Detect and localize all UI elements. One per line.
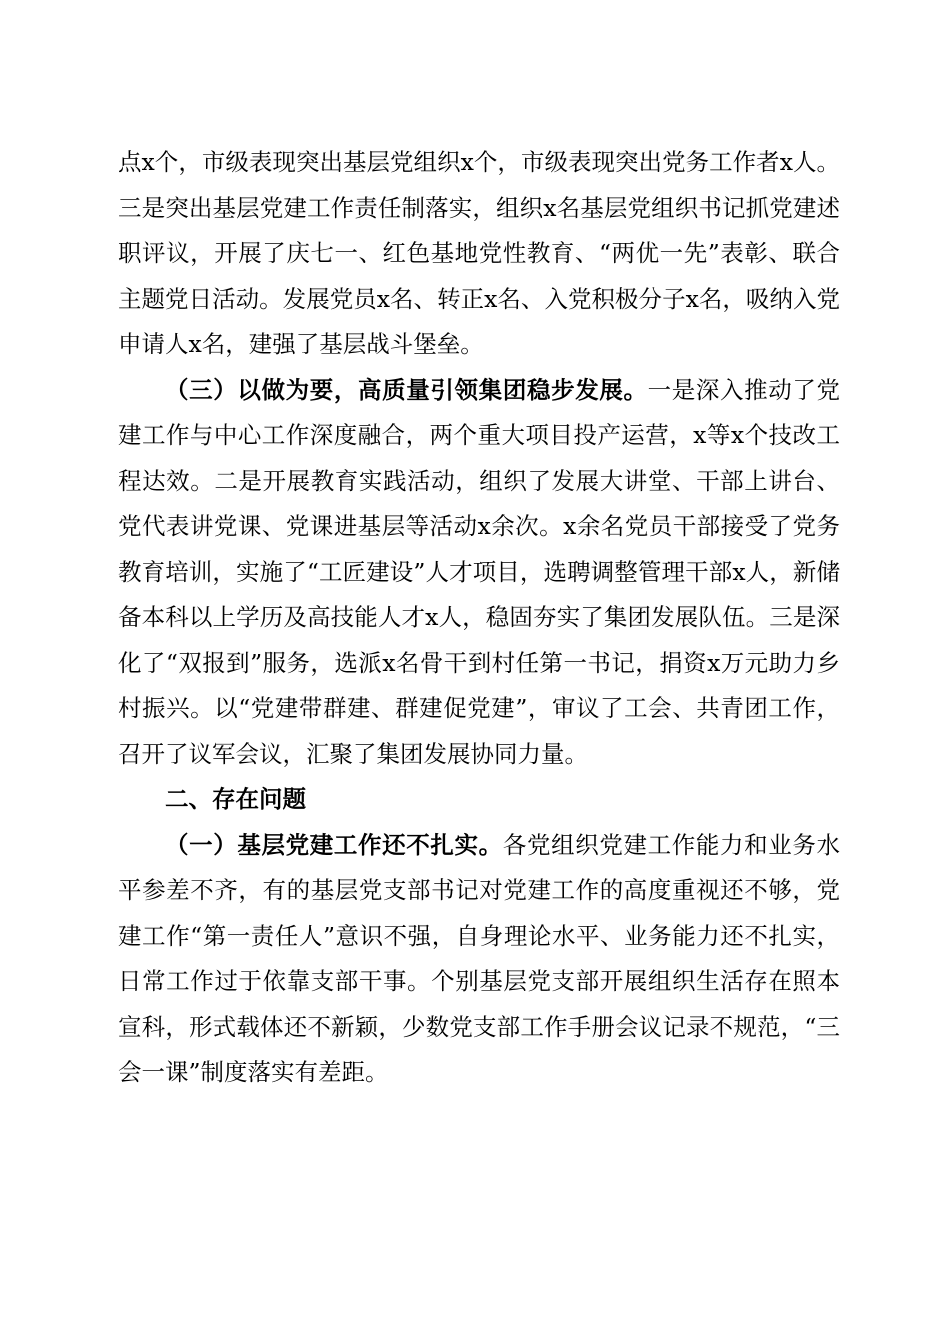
document-page — [118, 140, 840, 1096]
paragraph-section-three — [118, 368, 840, 778]
paragraph-continuation: 点x个，市级表现突出基层党组织x个，市级表现突出党务工作者x人。三是突出基层党建工作责任制落实，组织x名基层党组织书记抓党建述职评议，开展了庆七一、红色基地党性教育、“两优一先”表彰、联合主题党日活动。发展党员x名、转正x名、入党积极分子x名，吸纳入党申请人x名，建强了基层战斗堡垒。 — [118, 148, 840, 358]
section-three-body: 一是深入推动了党建工作与中心工作深度融合，两个重大项目投产运营，x等x个技改工程达效。二是开展教育实践活动，组织了发展大讲堂、干部上讲台、党代表讲党课、党课进基层等活动x余次。x余名党员干部接受了党务教育培训，实施了“工匠建设”人才项目，选聘调整管理干部x人，新储备本科以上学历及高技能人才x人，稳固夯实了集团发展队伍。三是深化了“双报到”服务，选派x名骨干到村任第一书记，捐资x万元助力乡村振兴。以“党建带群建、群建促党建”，审议了工会、共青团工作，召开了议军会议，汇聚了集团发展协同力量。 — [118, 375, 841, 768]
problem-one-lead: （一）基层党建工作还不扎实。 — [165, 830, 503, 859]
problem-one-body: 各党组织党建工作能力和业务水平参差不齐，有的基层党支部书记对党建工作的高度重视还不够，党建工作“第一责任人”意识不强，自身理论水平、业务能力还不扎实，日常工作过于依靠支部干事。个别基层党支部开展组织生活存在照本宣科，形式载体还不新颖，少数党支部工作手册会议记录不规范，“三会一课”制度落实有差距。 — [118, 830, 841, 1086]
paragraph-problem-one — [118, 823, 840, 1096]
heading-existing-problems: 二、存在问题 — [165, 785, 306, 813]
section-three-lead: （三）以做为要，高质量引领集团稳步发展。 — [165, 375, 648, 404]
